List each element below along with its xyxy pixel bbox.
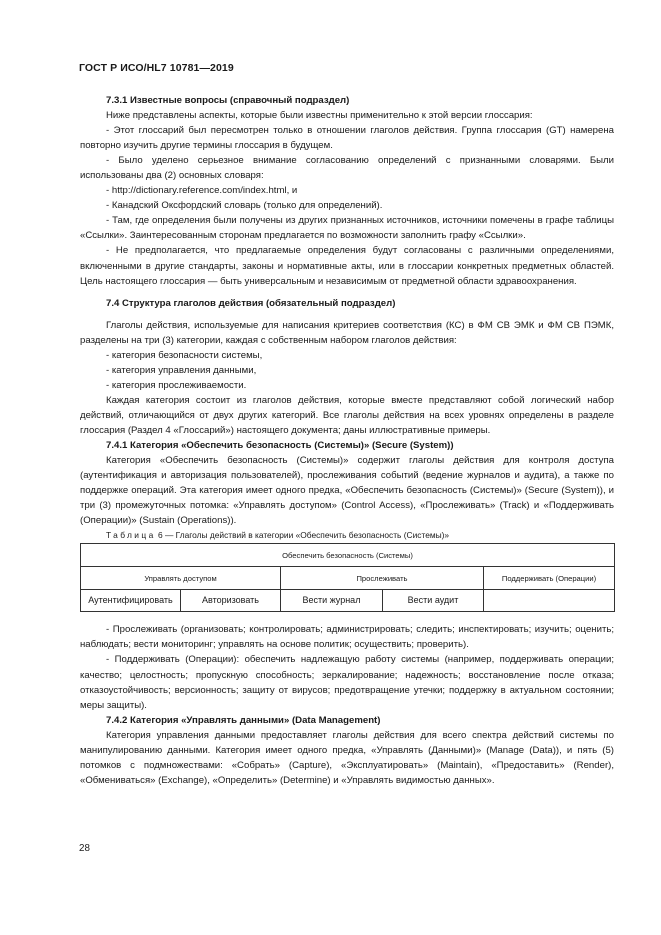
section-7-3-1-paragraph: Ниже представлены аспекты, которые были известны применительно к этой версии глоссария: [106, 110, 533, 122]
table-6-caption [80, 528, 614, 543]
section-7-4-paragraph: Глаголы действия, используемые для написания критериев соответствия (КС) в ФМ СВ ЭМК и ФМ СВ ПЭМК, разделены на три (3) категории, каждая с собственным набором глаголов действия: [80, 319, 614, 346]
table-group-cell: Управлять доступом [81, 567, 281, 590]
section-7-4-2-paragraph: Категория управления данными предоставляет глаголы действия для всего спектра действий системы по манипулированию данными. Категория имеет одного предка, «Управлять (Данными)» (Manage (Data)), и пять (5) потомков с подмножествами: «Собрать» (Capture), «Эксплуатировать» (Maintain), «Предоставить» (Render), «Обмениваться» (Exchange), «Определить» (Determine) и «Управлять видимостью данных». [80, 729, 614, 786]
section-7-3-1-paragraph: - Этот глоссарий был пересмотрен только в отношении глаголов действия. Группа глоссария (GT) намерена повторно изучить другие термины глоссария в будущем. [80, 125, 614, 152]
table-leaf-cell: Аутентифицировать [81, 590, 181, 612]
section-7-3-1-paragraph: - Было уделено серьезное внимание согласованию определений с признанными словарями. Были использованы два (2) основных словаря: [80, 155, 614, 182]
section-7-4-1-heading: 7.4.1 Категория «Обеспечить безопасность (Системы)» (Secure (System)) [106, 440, 454, 452]
table-6-caption-text: 6 — Глаголы действий в категории «Обеспечить безопасность (Системы)» [157, 530, 450, 541]
table-leaf-cell: Вести аудит [383, 590, 484, 612]
section-7-4-paragraph: - категория безопасности системы, [106, 349, 263, 361]
page-number: 28 [79, 843, 90, 854]
section-7-4-paragraph: - категория прослеживаемости. [106, 379, 247, 391]
section-7-3-1-paragraph: - Там, где определения были получены из других признанных источников, источники помечены в графе таблицы «Ссылки». Заинтересованным сторонам предлагается по возможности заполнить графу «Ссылки». [80, 215, 614, 242]
section-7-4-paragraph: - категория управления данными, [106, 364, 257, 376]
section-7-3-1-paragraph: - Канадский Оксфордский словарь (только для определений). [106, 200, 383, 212]
table-6-caption-prefix: Таблица [106, 530, 156, 541]
table-root-cell: Обеспечить безопасность (Системы) [81, 544, 615, 567]
table-leaf-cell: Вести журнал [281, 590, 383, 612]
section-7-3-1-paragraph: - http://dictionary.reference.com/index.html, и [106, 185, 298, 197]
table-group-cell: Поддерживать (Операции) [484, 567, 615, 590]
section-7-4-1-paragraph: Категория «Обеспечить безопасность (Системы)» содержит глаголы действия для контроля доступа (аутентификация и авторизация пользователей), прослеживания событий (ведение журналов и аудита), а также по поддержке операций. Эта категория имеет одного предка, «Обеспечить безопасность (Системы)» (Secure (System)), и три (3) промежуточных потомка: «Управлять доступом» (Control Access), «Прослеживать» (Track) и «Поддерживать (Операции)» (Sustain (Operations)). [80, 455, 614, 527]
after-table-paragraph: - Поддерживать (Операции): обеспечить надлежащую работу системы (например, поддерживать операции; качество; целостность; пропускную способность; зеркалирование; надежность; восстановление после отказа; отказоустойчивость; версионность; защиту от вирусов; предотвращение утечки; поддержку в актуальном состоянии; меры защиты). [80, 654, 614, 711]
section-7-3-1-heading: 7.3.1 Известные вопросы (справочный подраздел) [106, 95, 350, 106]
section-7-4-paragraph: Каждая категория состоит из глаголов действия, которые вместе представляют собой логический набор действий, отличающийся от двух других категорий. Все глаголы действия на всех уровнях определены в разделе глоссария (Раздел 4 «Глоссарий») настоящего документа; даны иллюстративные примеры. [80, 394, 614, 436]
table-leaf-cell: Авторизовать [181, 590, 281, 612]
after-table-paragraph: - Прослеживать (организовать; контролировать; администрировать; следить; инспектировать; изучить; оценить; наблюдать; вести мониторинг; управлять на основе политик; осуществить; проверить). [80, 624, 614, 651]
table-group-cell: Прослеживать [281, 567, 484, 590]
page-content [80, 93, 614, 788]
document-code-header: ГОСТ Р ИСО/HL7 10781—2019 [79, 62, 234, 74]
section-7-4-2-heading: 7.4.2 Категория «Управлять данными» (Data Management) [106, 714, 381, 726]
section-7-3-1-paragraph: - Не предполагается, что предлагаемые определения будут согласованы с различными определениями, включенными в другие стандарты, законы и нормативные акты, или в глоссарии конкретных предметных областей. Цель настоящего глоссария — быть универсальным и независимым от предметной области здравоохранения. [80, 245, 614, 287]
section-7-4-heading: 7.4 Структура глаголов действия (обязательный подраздел) [106, 297, 396, 309]
table-6 [80, 543, 615, 612]
table-empty-cell [484, 590, 615, 612]
